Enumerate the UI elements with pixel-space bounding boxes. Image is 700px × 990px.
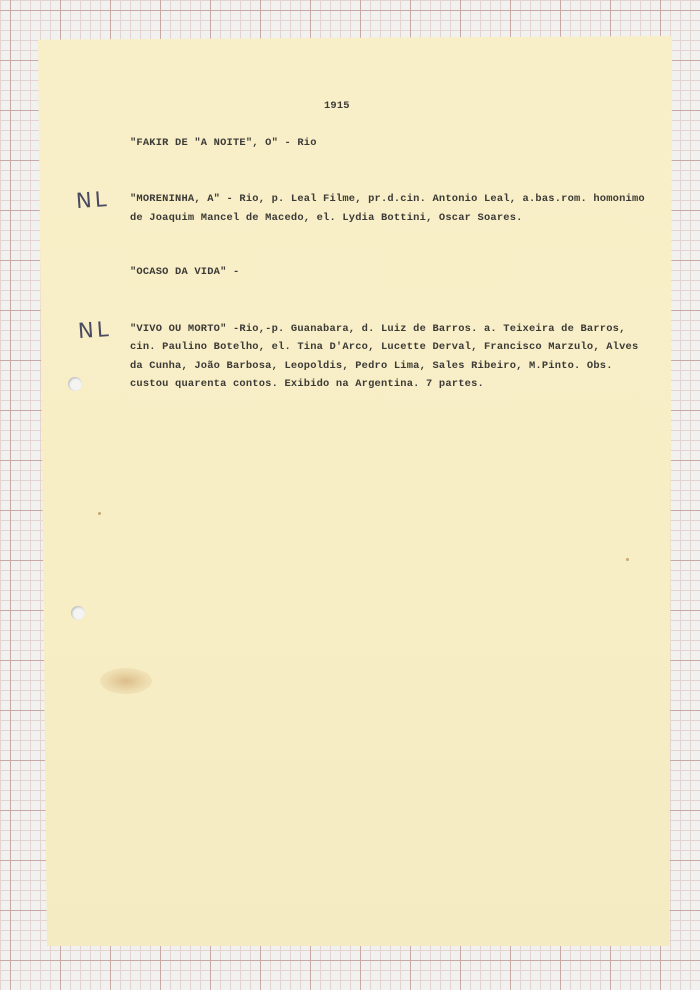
punch-hole (71, 606, 85, 620)
paper-stain (100, 668, 152, 694)
entry-vivo-line-1: "VIVO OU MORTO" -Rio,-p. Guanabara, d. Luiz de Barros. a. Teixeira de Barros, (130, 323, 626, 335)
entry-moreninha-line-2: de Joaquim Mancel de Macedo, el. Lydia Bottini, Oscar Soares. (130, 212, 523, 224)
margin-note-nl: NL (77, 316, 113, 344)
typed-page (38, 36, 672, 946)
paper-speck (98, 512, 101, 515)
page-year: 1915 (324, 100, 350, 112)
entry-vivo-line-4: custou quarenta contos. Exibido na Argentina. 7 partes. (130, 378, 484, 390)
punch-hole (68, 377, 82, 391)
margin-note-nl: NL (75, 186, 111, 214)
entry-vivo-line-3: da Cunha, João Barbosa, Leopoldis, Pedro Lima, Sales Ribeiro, M.Pinto. Obs. (130, 360, 613, 372)
entry-ocaso-line-1: "OCASO DA VIDA" - (130, 266, 240, 278)
entry-fakir-line-1: "FAKIR DE "A NOITE", O" - Rio (130, 137, 317, 149)
paper-speck (626, 558, 629, 561)
entry-moreninha-line-1: "MORENINHA, A" - Rio, p. Leal Filme, pr.d.cin. Antonio Leal, a.bas.rom. homonimo (130, 193, 645, 205)
entry-vivo-line-2: cin. Paulino Botelho, el. Tina D'Arco, Lucette Derval, Francisco Marzulo, Alves (130, 341, 639, 353)
